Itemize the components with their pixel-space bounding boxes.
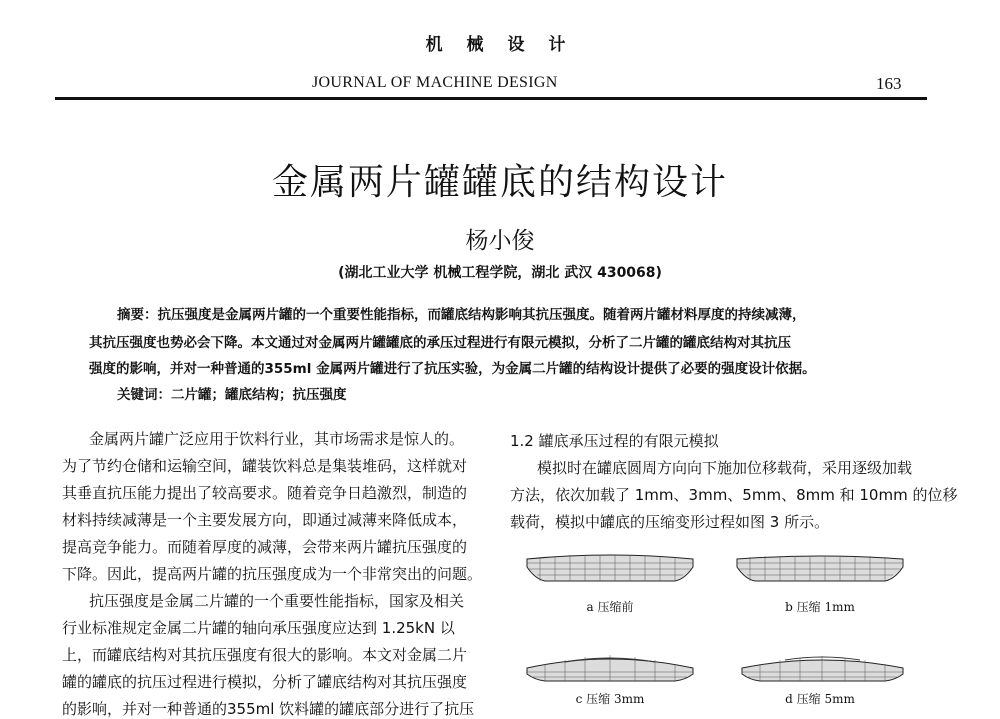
header-rule [55, 97, 927, 100]
figure-caption-a: a 压缩前 [586, 600, 634, 614]
body-text-line: 的影响，并对一种普通的355ml 饮料罐的罐底部分进行了抗压 [62, 700, 475, 718]
body-text-line: 下降。因此，提高两片罐的抗压强度成为一个非常突出的问题。 [62, 565, 483, 583]
section-heading: 1.2 罐底承压过程的有限元模拟 [510, 432, 719, 450]
fem-mesh-panel-d [740, 650, 905, 684]
figure-caption-b: b 压缩 1mm [785, 600, 855, 614]
body-text-line: 上，而罐底结构对其抗压强度有很大的影响。本文对金属二片 [62, 646, 468, 664]
abstract-line: 强度的影响，并对一种普通的355ml 金属两片罐进行了抗压实验，为金属二片罐的结构设计提供了必要的强度设计依据。 [89, 361, 816, 377]
journal-name-chinese: 机 械 设 计 [425, 35, 575, 55]
body-text-line: 模拟时在罐底圆周方向向下施加位移载荷，采用逐级加载 [537, 459, 913, 477]
author-name: 杨小俊 [465, 228, 535, 254]
figure-caption-d: d 压缩 5mm [785, 692, 855, 706]
body-text-line: 提高竞争能力。而随着厚度的减薄，会带来两片罐抗压强度的 [62, 538, 468, 556]
body-text-line: 抗压强度是金属二片罐的一个重要性能指标，国家及相关 [89, 592, 465, 610]
body-text-line: 材料持续减薄是一个主要发展方向，即通过减薄来降低成本， [62, 511, 468, 529]
body-text-line: 方法，依次加载了 1mm、3mm、5mm、8mm 和 10mm 的位移 [510, 486, 958, 504]
body-text-line: 载荷，模拟中罐底的压缩变形过程如图 3 所示。 [510, 513, 830, 531]
abstract-line: 其抗压强度也势必会下降。本文通过对金属两片罐罐底的承压过程进行有限元模拟，分析了二片罐的罐底结构对其抗压 [89, 335, 791, 351]
body-text-line: 行业标准规定金属二片罐的轴向承压强度应达到 1.25kN 以 [62, 619, 455, 637]
journal-name-english: JOURNAL OF MACHINE DESIGN [312, 74, 558, 91]
page-number: 163 [876, 74, 902, 93]
abstract-line: 摘要：抗压强度是金属两片罐的一个重要性能指标，而罐底结构影响其抗压强度。随着两片罐材料厚度的持续减薄， [117, 307, 806, 323]
body-text-line: 为了节约仓储和运输空间，罐装饮料总是集装堆码，这样就对 [62, 457, 468, 475]
body-text-line: 其垂直抗压能力提出了较高要求。随着竞争日趋激烈，制造的 [62, 484, 468, 502]
fem-mesh-panel-a [525, 553, 695, 587]
figure-caption-c: c 压缩 3mm [575, 692, 645, 706]
body-text-line: 金属两片罐广泛应用于饮料行业，其市场需求是惊人的。 [89, 430, 465, 448]
keywords: 关键词：二片罐；罐底结构；抗压强度 [117, 387, 347, 403]
fem-mesh-panel-b [735, 553, 905, 587]
body-text-line: 罐的罐底的抗压过程进行模拟，分析了罐底结构对其抗压强度 [62, 673, 468, 691]
author-affiliation: (湖北工业大学 机械工程学院，湖北 武汉 430068) [338, 265, 662, 281]
fem-mesh-panel-c [525, 650, 695, 684]
paper-title: 金属两片罐罐底的结构设计 [271, 162, 728, 203]
